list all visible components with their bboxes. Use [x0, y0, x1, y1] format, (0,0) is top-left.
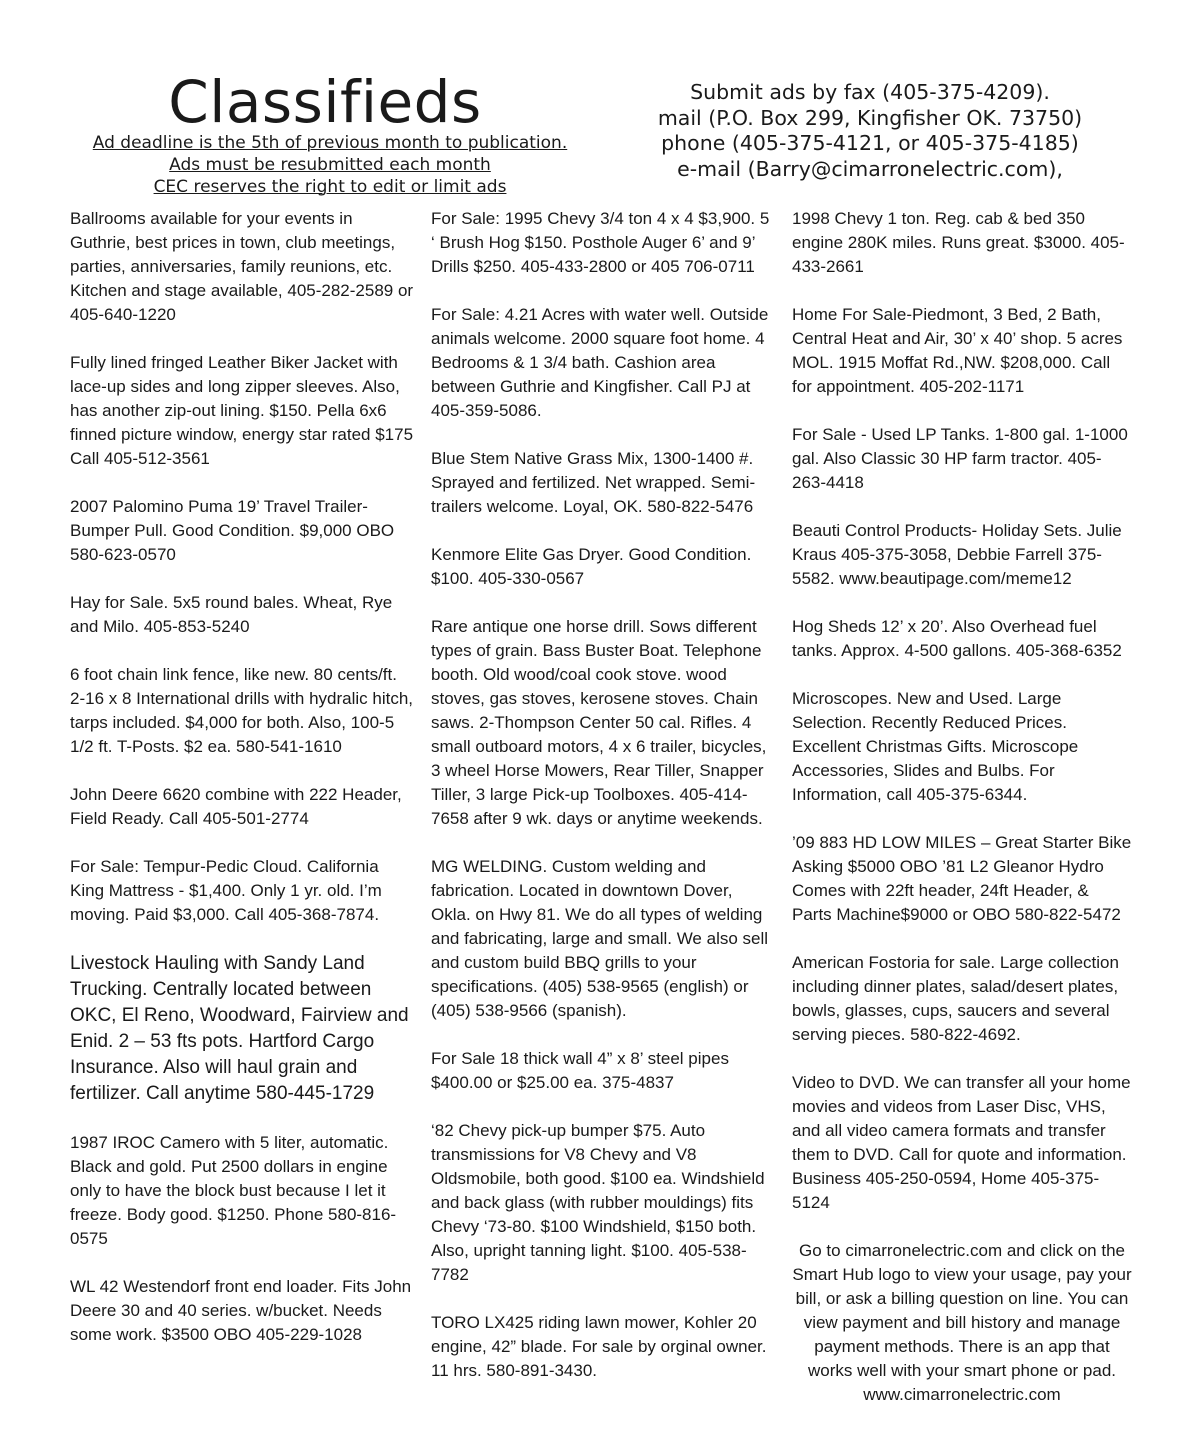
ads-column-3 — [792, 207, 1132, 1431]
classified-ad: Ballrooms available for your events in Guthrie, best prices in town, club meetings, parties, anniversaries, family reunions, etc. Kitchen and stage available, 405-282-2589 or 405-640-1220 — [70, 209, 414, 324]
ad-deadline-rule: Ad deadline is the 5th of previous month to publication. — [92, 133, 568, 153]
classified-ad: WL 42 Westendorf front end loader. Fits John Deere 30 and 40 series. w/bucket. Needs some work. $3500 OBO 405-229-1028 — [70, 1277, 412, 1344]
edit-rights-rule: CEC reserves the right to edit or limit ads — [153, 177, 507, 197]
classified-ad: For Sale: Tempur-Pedic Cloud. California King Mattress - $1,400. Only 1 yr. old. I’m moving. Paid $3,000. Call 405-368-7874. — [70, 857, 382, 924]
classified-ad: MG WELDING. Custom welding and fabrication. Located in downtown Dover, Okla. on Hwy 81. We do all types of welding and fabricating, large and small. We also sell and custom build BBQ grills to your specifications. (405) 538-9565 (english) or (405) 538-9566 (spanish). — [431, 857, 769, 1020]
page-title: Classifieds — [168, 68, 482, 136]
classified-ad: Home For Sale-Piedmont, 3 Bed, 2 Bath, Central Heat and Air, 30’ x 40’ shop. 5 acres MOL. 1915 Moffat Rd.,NW. $208,000. Call for appointment. 405-202-1171 — [792, 305, 1123, 396]
classified-ad: 1987 IROC Camero with 5 liter, automatic. Black and gold. Put 2500 dollars in engine only to have the block bust because I let it freeze. Body good. $1250. Phone 580-816-0575 — [70, 1133, 397, 1248]
page-header — [0, 0, 1200, 205]
classified-ad: Beauti Control Products- Holiday Sets. Julie Kraus 405-375-3058, Debbie Farrell 375-5582. www.beautipage.com/meme12 — [792, 521, 1122, 588]
ads-column-1 — [70, 207, 415, 1371]
classified-ad: Fully lined fringed Leather Biker Jacket with lace-up sides and long zipper sleeves. Also, has another zip-out lining. $150. Pella 6x6 finned picture window, energy star rated $175 Call 405-512-3561 — [70, 353, 414, 468]
smart-hub-notice: Go to cimarronelectric.com and click on the Smart Hub logo to view your usage, pay your bill, or ask a billing question on line. You can view payment and bill history and manage payment methods. There is an app that works well with your smart phone or pad. www.cimarronelectric.com — [792, 1241, 1132, 1404]
classified-ad: Kenmore Elite Gas Dryer. Good Condition. $100. 405-330-0567 — [431, 545, 752, 588]
classified-ad: Rare antique one horse drill. Sows different types of grain. Bass Buster Boat. Telephone booth. Old wood/coal cook stove. wood stoves, gas stoves, kerosene stoves. Chain saws. 2-Thompson Center 50 cal. Rifles. 4 small outboard motors, 4 x 6 trailer, bicycles, 3 wheel Horse Mowers, Rear Tiller, Snapper Tiller, 3 large Pick-up Toolboxes. 405-414-7658 after 9 wk. days or anytime weekends. — [431, 617, 767, 828]
ad-rules — [60, 132, 600, 198]
classified-ad: ‘82 Chevy pick-up bumper $75. Auto transmissions for V8 Chevy and V8 Oldsmobile, both good. $100 ea. Windshield and back glass (with rubber mouldings) fits Chevy ‘73-80. $100 Windshield, $150 both. Also, upright tanning light. $100. 405-538-7782 — [431, 1121, 765, 1284]
classified-ad: Hog Sheds 12’ x 20’. Also Overhead fuel tanks. Approx. 4-500 gallons. 405-368-6352 — [792, 617, 1122, 660]
classified-ad: For Sale - Used LP Tanks. 1-800 gal. 1-1000 gal. Also Classic 30 HP farm tractor. 405-263-4418 — [792, 425, 1128, 492]
submission-info — [620, 80, 1120, 182]
classified-ad: Livestock Hauling with Sandy Land Trucking. Centrally located between OKC, El Reno, Woodward, Fairview and Enid. 2 – 53 fts pots. Hartford Cargo Insurance. Also will haul grain and fertilizer. Call anytime 580-445-1729 — [70, 953, 409, 1104]
classified-ad: Hay for Sale. 5x5 round bales. Wheat, Rye and Milo. 405-853-5240 — [70, 593, 393, 636]
classified-ad: 2007 Palomino Puma 19’ Travel Trailer-Bumper Pull. Good Condition. $9,000 OBO 580-623-0570 — [70, 497, 395, 564]
classified-ad: ’09 883 HD LOW MILES – Great Starter Bike Asking $5000 OBO ’81 L2 Gleanor Hydro Comes with 22ft header, 24ft Header, & Parts Machine$9000 or OBO 580-822-5472 — [792, 833, 1132, 924]
classified-ad: For Sale: 4.21 Acres with water well. Outside animals welcome. 2000 square foot home. 4 Bedrooms & 1 3/4 bath. Cashion area between Guthrie and Kingfisher. Call PJ at 405-359-5086. — [431, 305, 769, 420]
resubmit-rule: Ads must be resubmitted each month — [169, 155, 491, 175]
classified-ad: Video to DVD. We can transfer all your home movies and videos from Laser Disc, VHS, and all video camera formats and transfer them to DVD. Call for quote and information. Business 405-250-0594, Home 405-375-5124 — [792, 1073, 1131, 1212]
ads-column-2 — [431, 207, 776, 1407]
classified-ad: 1998 Chevy 1 ton. Reg. cab & bed 350 engine 280K miles. Runs great. $3000. 405-433-2661 — [792, 209, 1125, 276]
submit-fax: Submit ads by fax (405-375-4209). — [690, 80, 1050, 104]
classified-ad: TORO LX425 riding lawn mower, Kohler 20 engine, 42” blade. For sale by orginal owner. 11 hrs. 580-891-3430. — [431, 1313, 767, 1380]
submit-phone: phone (405-375-4121, or 405-375-4185) — [661, 131, 1079, 155]
submit-email: e-mail (Barry@cimarronelectric.com), — [677, 156, 1063, 181]
classified-ad: American Fostoria for sale. Large collection including dinner plates, salad/desert plates, bowls, glasses, cups, saucers and several serving pieces. 580-822-4692. — [792, 953, 1119, 1044]
submit-mail: mail (P.O. Box 299, Kingfisher OK. 73750) — [657, 105, 1083, 130]
classified-ad: For Sale 18 thick wall 4” x 8’ steel pipes $400.00 or $25.00 ea. 375-4837 — [431, 1049, 729, 1092]
classified-ad: 6 foot chain link fence, like new. 80 cents/ft. 2-16 x 8 International drills with hydralic hitch, tarps included. $4,000 for both. Also, 100-5 1/2 ft. T-Posts. $2 ea. 580-541-1610 — [70, 665, 413, 756]
classified-ad: John Deere 6620 combine with 222 Header, Field Ready. Call 405-501-2774 — [70, 785, 402, 828]
classified-ad: For Sale: 1995 Chevy 3/4 ton 4 x 4 $3,900. 5 ‘ Brush Hog $150. Posthole Auger 6’ and 9’ Drills $250. 405-433-2800 or 405 706-0711 — [431, 209, 770, 276]
classified-ad: Microscopes. New and Used. Large Selection. Recently Reduced Prices. Excellent Christmas Gifts. Microscope Accessories, Slides and Bulbs. For Information, call 405-375-6344. — [792, 689, 1079, 804]
classified-ad: Blue Stem Native Grass Mix, 1300-1400 #. Sprayed and fertilized. Net wrapped. Semi-trailers welcome. Loyal, OK. 580-822-5476 — [431, 449, 756, 516]
